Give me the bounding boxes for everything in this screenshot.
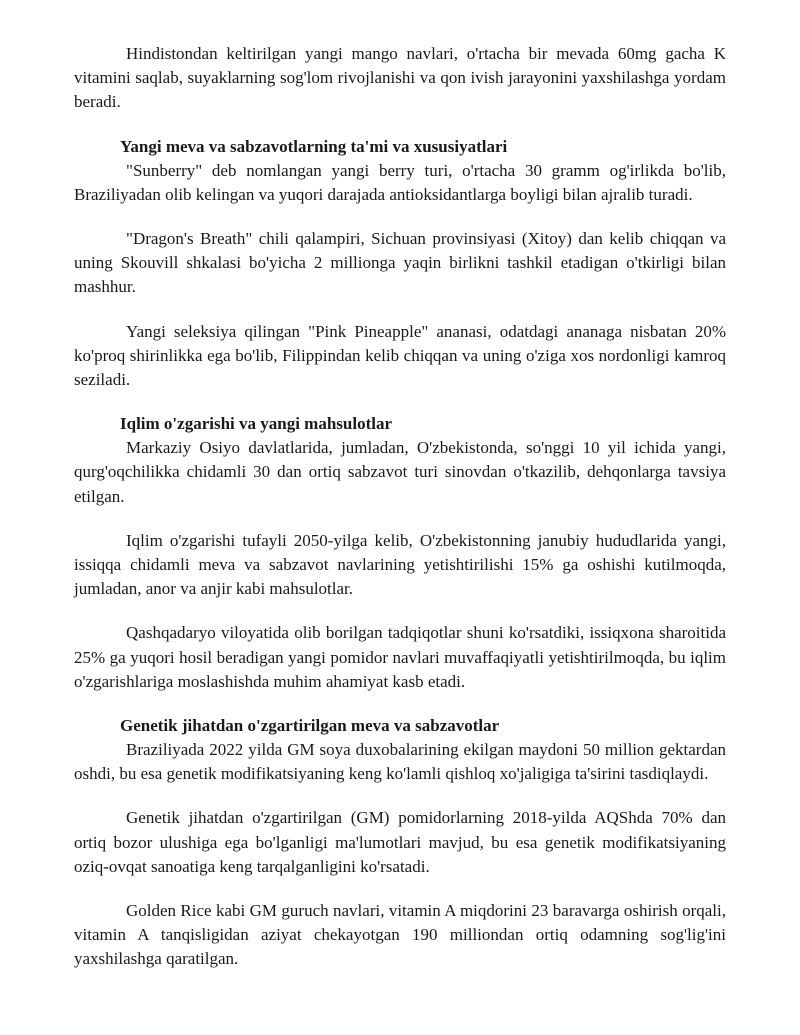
paragraph-dragons-breath: "Dragon's Breath" chili qalampiri, Sichuan provinsiyasi (Xitoy) dan kelib chiqqan va uning Skouvill shkalasi bo'yicha 2 millionga yaqin birlikni tashkil etadigan o'tkirligi bilan mashhur.: [74, 229, 726, 297]
paragraph-gm-tomatoes: Genetik jihatdan o'zgartirilgan (GM) pomidorlarning 2018-yilda AQShda 70% dan ortiq bozor ulushiga ega bo'lganligi ma'lumotlari mavjud, bu esa genetik modifikatsiyaning oziq-ovqat sanoatiga keng tarqalganligini ko'rsatadi.: [74, 808, 726, 876]
document-page: [74, 42, 726, 972]
paragraph-qashqadaryo: Qashqadaryo viloyatida olib borilgan tadqiqotlar shuni ko'rsatdiki, issiqxona sharoitida 25% ga yuqori hosil beradigan yangi pomidor navlari muvaffaqiyatli yetishtirilmoqda, bu iqlim o'zgarishlariga moslashishda muhim ahamiyat kasb etadi.: [74, 623, 726, 691]
heading-climate-change: Iqlim o'zgarishi va yangi mahsulotlar: [120, 414, 393, 434]
heading-taste-properties: Yangi meva va sabzavotlarning ta'mi va xususiyatlari: [120, 136, 508, 156]
paragraph-climate-2050: Iqlim o'zgarishi tufayli 2050-yilga kelib, O'zbekistonning janubiy hududlarida yangi, issiqqa chidamli meva va sabzavot navlarining yetishtirilishi 15% ga oshishi kutilmoqda, jumladan, anor va anjir kabi mahsulotlar.: [74, 530, 726, 599]
paragraph-golden-rice: Golden Rice kabi GM guruch navlari, vitamin A miqdorini 23 baravarga oshirish orqali, vitamin A tanqisligidan aziyat chekayotgan 190 milliondan ortiq odamning sog'lig'ini yaxshilashga qaratilgan.: [74, 901, 726, 969]
paragraph-pink-pineapple: Yangi seleksiya qilingan "Pink Pineapple" ananasi, odatdagi ananaga nisbatan 20% ko'proq shirinlikka ega bo'lib, Filippindan kelib chiqqan va uning o'ziga xos nordonligi kamroq seziladi.: [74, 321, 726, 390]
heading-gmo: Genetik jihatdan o'zgartirilgan meva va sabzavotlar: [120, 716, 500, 736]
paragraph-brazil-soy: Braziliyada 2022 yilda GM soya duxobalarining ekilgan maydoni 50 million gektardan oshdi, bu esa genetik modifikatsiyaning keng ko'lamli qishloq xo'jaligiga ta'sirini tasdiqlaydi.: [74, 740, 726, 784]
paragraph-sunberry: "Sunberry" deb nomlangan yangi berry turi, o'rtacha 30 gramm og'irlikda bo'lib, Braziliyadan olib kelingan va yuqori darajada antioksidantlarga boyligi bilan ajralib turadi.: [74, 160, 726, 204]
paragraph-mango: Hindistondan keltirilgan yangi mango navlari, o'rtacha bir mevada 60mg gacha K vitamini saqlab, suyaklarning sog'lom rivojlanishi va qon ivish jarayonini yaxshilashga yordam beradi.: [74, 44, 726, 112]
paragraph-central-asia: Markaziy Osiyo davlatlarida, jumladan, O'zbekistonda, so'nggi 10 yil ichida yangi, qurg'oqchilikka chidamli 30 dan ortiq sabzavot turi sinovdan o'tkazilib, dehqonlarga tavsiya etilgan.: [74, 438, 726, 506]
